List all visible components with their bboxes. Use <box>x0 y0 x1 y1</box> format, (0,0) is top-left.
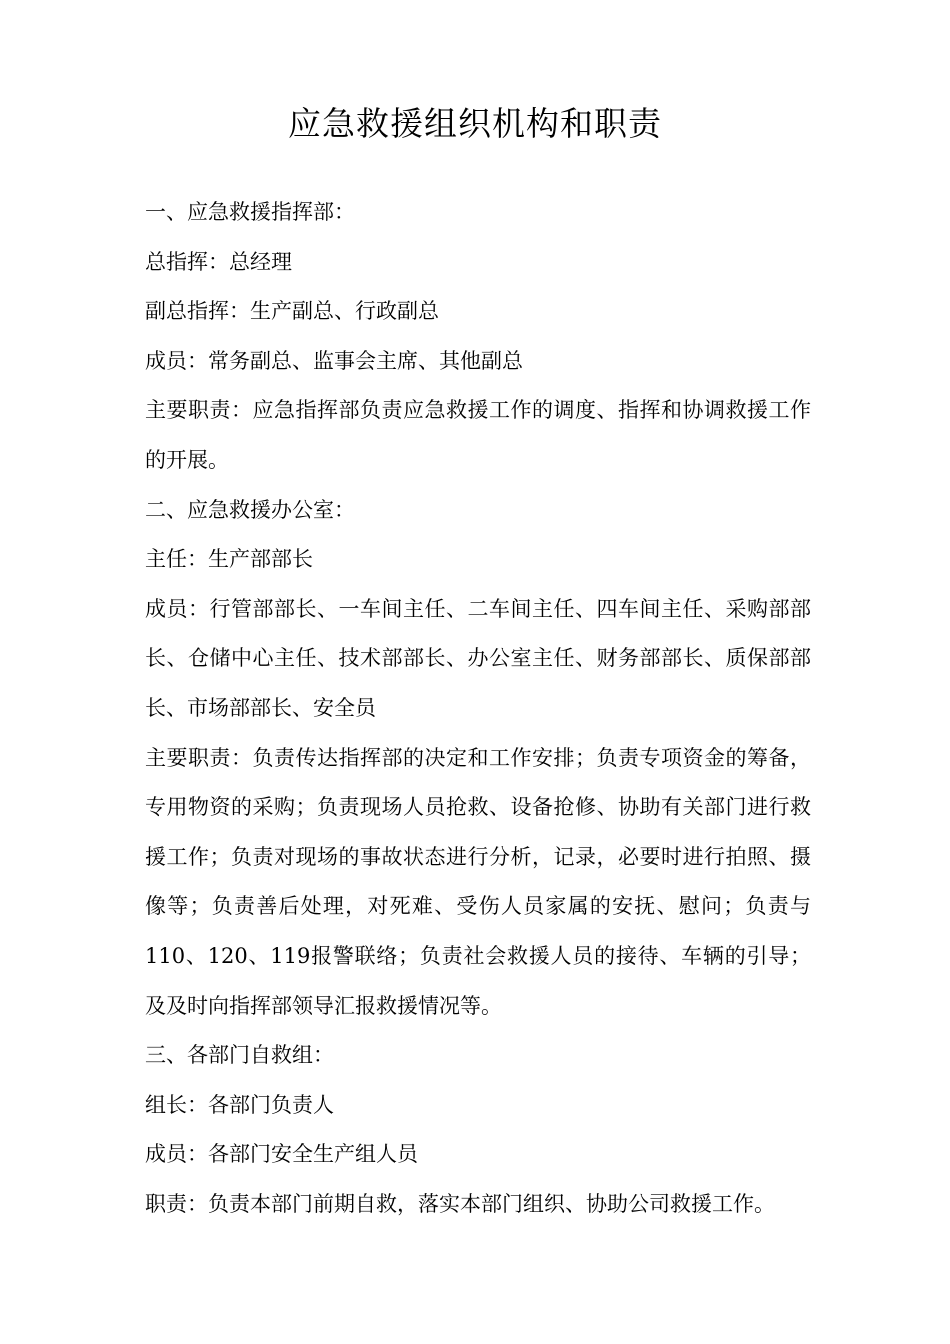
document-body <box>145 188 811 1229</box>
self-rescue-leader-line: 组长：各部门负责人 <box>145 1092 334 1117</box>
command-members-line: 成员：常务副总、监事会主席、其他副总 <box>145 348 523 373</box>
document-title: 应急救援组织机构和职责 <box>288 104 662 143</box>
commander-line: 总指挥：总经理 <box>145 249 292 274</box>
self-rescue-members-line: 成员：各部门安全生产组人员 <box>145 1142 418 1167</box>
deputy-commander-line: 副总指挥：生产副总、行政副总 <box>145 299 439 324</box>
section-heading-office: 二、应急救援办公室： <box>145 497 355 522</box>
office-duties-paragraph: 主要职责：负责传达指挥部的决定和工作安排；负责专项资金的筹备，专用物资的采购；负责现场人员抢救、设备抢修、协助有关部门进行救援工作；负责对现场的事故状态进行分析，记录，必要时进行拍照、摄像等；负责善后处理，对死难、受伤人员家属的安抚、慰问；负责与110、120、119报警联络；负责社会救援人员的接待、车辆的引导；及及时向指挥部领导汇报救援情况等。 <box>145 745 811 1018</box>
command-duties-paragraph: 主要职责：应急指挥部负责应急救援工作的调度、指挥和协调救援工作的开展。 <box>145 398 811 472</box>
office-director-line: 主任：生产部部长 <box>145 547 313 572</box>
self-rescue-duties-line: 职责：负责本部门前期自救，落实本部门组织、协助公司救援工作。 <box>145 1191 775 1216</box>
section-heading-command: 一、应急救援指挥部： <box>145 200 355 224</box>
section-heading-self-rescue: 三、各部门自救组： <box>145 1043 334 1068</box>
office-members-paragraph: 成员：行管部部长、一车间主任、二车间主任、四车间主任、采购部部长、仓储中心主任、技术部部长、办公室主任、财务部部长、质保部部长、市场部部长、安全员 <box>145 596 811 720</box>
